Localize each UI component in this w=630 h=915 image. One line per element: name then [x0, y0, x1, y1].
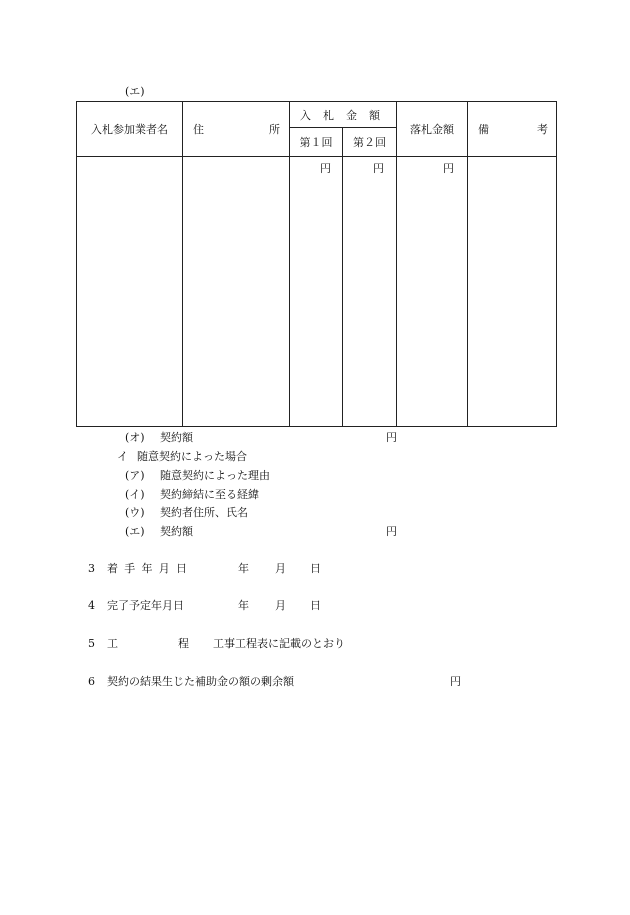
header-remarks: 備 考	[468, 102, 557, 157]
item-o-label: (オ)	[125, 431, 145, 444]
item-a-text: 随意契約によった理由	[160, 469, 270, 482]
table-section-label: (エ)	[125, 85, 145, 98]
yen-unit-winning: 円	[443, 162, 454, 175]
section-4-month: 月	[275, 599, 286, 612]
section-6-label: 契約の結果生じた補助金の額の剰余額	[107, 675, 294, 688]
section-6-number: 6	[88, 675, 95, 688]
item-e-yen: 円	[386, 525, 397, 538]
item-e-label: (エ)	[125, 525, 145, 538]
item-e-text: 契約額	[160, 525, 193, 538]
item-i-label: イ	[117, 450, 128, 463]
item-ii-text: 契約締結に至る経緯	[160, 488, 259, 501]
section-5-text: 工事工程表に記載のとおり	[213, 637, 345, 650]
section-4-number: 4	[88, 599, 95, 612]
section-4-label: 完了予定年月日	[107, 599, 184, 612]
item-ii-label: (イ)	[125, 488, 145, 501]
section-4-day: 日	[310, 599, 321, 612]
header-company-name: 入札参加業者名	[77, 102, 183, 157]
section-5-label-end: 程	[178, 637, 189, 650]
item-o-yen: 円	[386, 431, 397, 444]
header-bid-amount: 入 札 金 額	[290, 102, 397, 128]
section-3-year: 年	[238, 562, 249, 575]
bid-table	[76, 101, 557, 427]
header-round-1: 第１回	[290, 128, 343, 157]
yen-unit-round-1: 円	[320, 162, 331, 175]
yen-unit-round-2: 円	[373, 162, 384, 175]
section-5-label-start: 工	[107, 637, 118, 650]
item-i-text: 随意契約によった場合	[137, 450, 247, 463]
item-u-label: (ウ)	[125, 506, 145, 519]
cell-company-name	[77, 157, 183, 427]
section-3-label: 着 手 年 月 日	[107, 562, 187, 575]
cell-round-2	[343, 157, 397, 427]
header-address: 住 所	[183, 102, 290, 157]
cell-round-1	[290, 157, 343, 427]
section-3-day: 日	[310, 562, 321, 575]
section-3-month: 月	[275, 562, 286, 575]
header-winning-amount: 落札金額	[397, 102, 468, 157]
section-3-number: 3	[88, 562, 95, 575]
header-round-2: 第２回	[343, 128, 397, 157]
section-5-number: 5	[88, 637, 95, 650]
section-6-yen: 円	[450, 675, 461, 688]
section-4-year: 年	[238, 599, 249, 612]
item-u-text: 契約者住所、氏名	[160, 506, 248, 519]
cell-address	[183, 157, 290, 427]
item-a-label: (ア)	[125, 469, 145, 482]
item-o-text: 契約額	[160, 431, 193, 444]
cell-remarks	[468, 157, 557, 427]
cell-winning-amount	[397, 157, 468, 427]
